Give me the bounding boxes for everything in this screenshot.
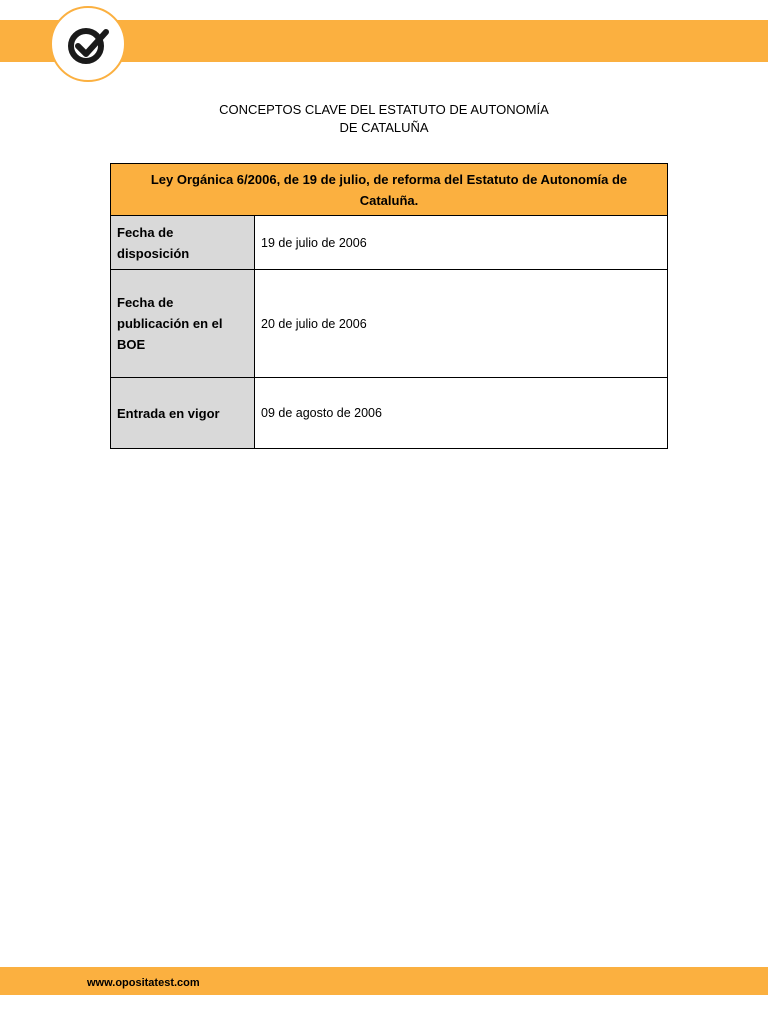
document-title (0, 101, 768, 137)
table-header-row (111, 164, 668, 216)
table-row (111, 216, 668, 270)
title-line-1: CONCEPTOS CLAVE DEL ESTATUTO DE AUTONOMÍA (219, 102, 549, 117)
row-value: 19 de julio de 2006 (255, 216, 668, 270)
footer-url[interactable]: www.opositatest.com (87, 977, 200, 989)
row-label: Entrada en vigor (111, 378, 255, 449)
table-row (111, 378, 668, 449)
row-label: Fecha de publicación en el BOE (111, 270, 255, 378)
table-row (111, 270, 668, 378)
row-value: 09 de agosto de 2006 (255, 378, 668, 449)
row-value: 20 de julio de 2006 (255, 270, 668, 378)
row-label: Fecha de disposición (111, 216, 255, 270)
law-info-table (110, 163, 668, 449)
check-circle-icon (60, 16, 118, 74)
table-header: Ley Orgánica 6/2006, de 19 de julio, de reforma del Estatuto de Autonomía de Cataluña. (111, 164, 668, 216)
title-line-2: DE CATALUÑA (339, 120, 429, 135)
logo (50, 6, 126, 82)
